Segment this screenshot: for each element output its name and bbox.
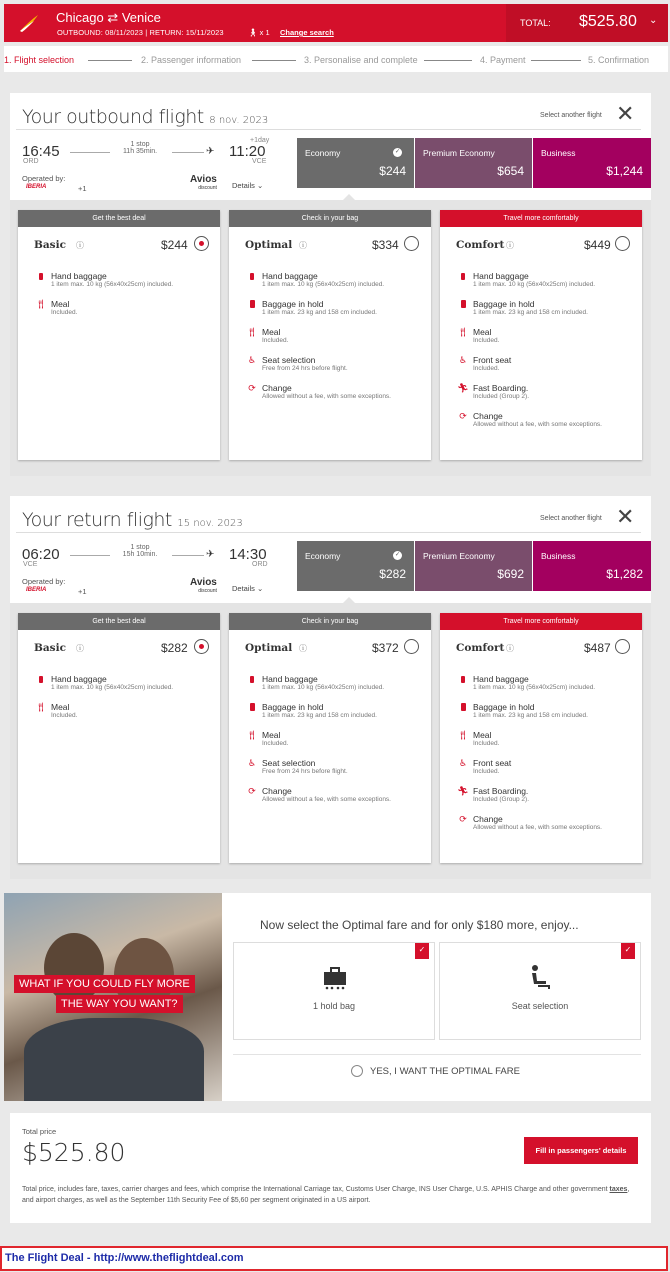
info-icon[interactable]: ⓘ: [76, 241, 84, 250]
fare-radio-selected[interactable]: [194, 639, 209, 654]
return-fare-options: [10, 603, 651, 879]
meal-icon: 🍴︎: [457, 730, 469, 740]
taxes-link[interactable]: taxes: [609, 1186, 628, 1193]
avios-discount-badge: Avios discount: [190, 577, 217, 594]
optimal-fare-label[interactable]: YES, I WANT THE OPTIMAL FARE: [370, 1066, 520, 1077]
fare-radio-selected[interactable]: [194, 236, 209, 251]
return-date: 15 nov. 2023: [177, 518, 243, 529]
arrival-code: ORD: [252, 561, 268, 568]
total-price-amount: $525.80: [22, 1138, 126, 1167]
meal-icon: 🍴︎: [246, 327, 258, 337]
select-another-flight-link[interactable]: Select another flight: [540, 515, 602, 522]
optimal-fare-radio[interactable]: [351, 1065, 363, 1077]
cabin-business[interactable]: Business $1,282: [533, 541, 651, 591]
iberia-logo-icon: [18, 13, 40, 33]
details-toggle[interactable]: Details ⌄: [232, 181, 264, 190]
plane-icon: ✈: [206, 146, 215, 157]
cabin-economy[interactable]: Economy ✓ $282: [297, 541, 414, 591]
select-another-flight-link[interactable]: Select another flight: [540, 112, 602, 119]
change-icon: ⟳: [459, 814, 467, 824]
suitcase-icon: [322, 967, 348, 991]
outbound-date: 8 nov. 2023: [209, 115, 269, 126]
stops-info: 1 stop 15h 10min.: [122, 544, 158, 558]
departure-code: ORD: [23, 158, 39, 165]
return-flight-card: [10, 496, 651, 603]
details-toggle[interactable]: Details ⌄: [232, 584, 264, 593]
hand-baggage-icon: [245, 674, 259, 684]
close-icon[interactable]: ✕: [616, 101, 635, 126]
promo-banner-line2: THE WAY YOU WANT?: [56, 995, 183, 1013]
departure-time: 16:45: [22, 143, 60, 160]
arrival-code: VCE: [252, 158, 267, 165]
footer-credit: The Flight Deal - http://www.theflightdeal.com: [0, 1246, 668, 1271]
outbound-fare-options: [10, 200, 651, 476]
upsell-banner: [4, 893, 651, 1101]
total-price-panel: [10, 1113, 651, 1223]
avios-discount-badge: Avios discount: [190, 174, 217, 191]
info-icon[interactable]: ⓘ: [76, 644, 84, 653]
hold-baggage-icon: [456, 299, 470, 309]
step-flight-selection: 1. Flight selection: [4, 55, 75, 65]
hold-baggage-icon: [456, 702, 470, 712]
arrival-time: 11:20: [229, 143, 266, 160]
benefit-seat-selection: ✓ Seat selection: [439, 942, 641, 1040]
info-icon[interactable]: ⓘ: [299, 644, 307, 653]
promo-headline: Now select the Optimal fare and for only $180 more, enjoy...: [260, 918, 579, 932]
cabin-business[interactable]: Business $1,244: [533, 138, 651, 188]
seat-icon: [530, 965, 552, 991]
meal-icon: 🍴︎: [246, 730, 258, 740]
operated-by-label: Operated by:: [22, 174, 66, 183]
step-passenger-information: 2. Passenger information: [141, 55, 242, 65]
change-icon: ⟳: [248, 786, 256, 796]
fare-radio[interactable]: [615, 236, 630, 251]
trip-dates: OUTBOUND: 08/11/2023 | RETURN: 15/11/2023: [57, 28, 224, 37]
chevron-down-icon[interactable]: ⌄: [649, 15, 658, 26]
outbound-title: Your outbound flight 8 nov. 2023: [22, 106, 269, 128]
info-icon[interactable]: ⓘ: [506, 241, 514, 250]
hand-baggage-icon: [456, 674, 470, 684]
close-icon[interactable]: ✕: [616, 504, 635, 529]
cabin-economy[interactable]: Economy ✓ $244: [297, 138, 414, 188]
iberia-logo: IBERIA: [26, 587, 47, 593]
iberia-logo: IBERIA: [26, 184, 47, 190]
plane-icon: ✈: [206, 549, 215, 560]
seat-icon: ♿︎: [247, 758, 257, 768]
fare-comfort[interactable]: Travel more comfortably Comfort ⓘ $487 Hand baggage 1 item max. 10 kg (56x40x25cm) included. Baggage in hold 1 item max. 23 kg and 158 cm included. 🍴︎ Meal Included. ♿︎ Front seat Included. 🏃︎ Fast Boarding. Included (Group 2). ⟳ Change Allowed without a fee, with some exceptions.: [440, 613, 642, 863]
benefit-hold-bag: ✓ 1 hold bag: [233, 942, 435, 1040]
codeshare-count: +1: [78, 184, 87, 193]
fast-boarding-icon: 🏃︎: [457, 786, 469, 796]
codeshare-count: +1: [78, 587, 87, 596]
hand-baggage-icon: [34, 271, 48, 281]
fare-radio[interactable]: [404, 236, 419, 251]
hold-baggage-icon: [245, 299, 259, 309]
route-title: Chicago ⇄ Venice: [56, 10, 161, 25]
hold-baggage-icon: [245, 702, 259, 712]
fare-basic[interactable]: Get the best deal Basic ⓘ $282 Hand baggage 1 item max. 10 kg (56x40x25cm) included. 🍴︎ Meal Included.: [18, 613, 220, 863]
fare-radio[interactable]: [615, 639, 630, 654]
hand-baggage-icon: [34, 674, 48, 684]
departure-time: 06:20: [22, 546, 60, 563]
cabin-premium-economy[interactable]: Premium Economy $692: [415, 541, 532, 591]
passenger-count: 🚶︎ x 1: [248, 28, 270, 37]
front-seat-icon: ♿︎: [458, 355, 468, 365]
departure-code: VCE: [23, 561, 38, 568]
outbound-flight-card: [10, 93, 651, 200]
fast-boarding-icon: 🏃︎: [457, 383, 469, 393]
check-icon: ✓: [415, 943, 429, 959]
operated-by-label: Operated by:: [22, 577, 66, 586]
cabin-premium-economy[interactable]: Premium Economy $654: [415, 138, 532, 188]
check-icon: ✓: [394, 552, 401, 558]
step-confirmation: 5. Confirmation: [588, 55, 650, 65]
top-bar: [4, 4, 668, 42]
total-amount: $525.80: [579, 13, 637, 30]
check-icon: ✓: [394, 149, 401, 155]
fare-optimal[interactable]: Check in your bag Optimal ⓘ $334 Hand baggage 1 item max. 10 kg (56x40x25cm) included. Baggage in hold 1 item max. 23 kg and 158 cm included. 🍴︎ Meal Included. ♿︎ Seat selection Free from 24 hrs before flight. ⟳ Change Allowed without a fee, with some exceptions.: [229, 210, 431, 460]
return-title: Your return flight 15 nov. 2023: [22, 509, 243, 531]
price-disclaimer: Total price, includes fare, taxes, carrier charges and fees, which comprise the International Carriage tax, Customs User Charge, INS User Charge, U.S. APHIS Charge and other government taxes, and airport charges, as well as the September 11th Security Fee of $5,60 per segment originated in a US airport.: [22, 1186, 630, 1204]
seat-icon: ♿︎: [247, 355, 257, 365]
person-icon: 🚶︎: [248, 28, 258, 37]
fare-optimal[interactable]: Check in your bag Optimal ⓘ $372 Hand baggage 1 item max. 10 kg (56x40x25cm) included. Baggage in hold 1 item max. 23 kg and 158 cm included. 🍴︎ Meal Included. ♿︎ Seat selection Free from 24 hrs before flight. ⟳ Change Allowed without a fee, with some exceptions.: [229, 613, 431, 863]
fill-passengers-button[interactable]: Fill in passengers' details: [524, 1137, 638, 1164]
change-search-link[interactable]: Change search: [280, 28, 334, 37]
progress-steps: [4, 46, 668, 72]
hand-baggage-icon: [456, 271, 470, 281]
arrival-time: 14:30: [229, 546, 267, 563]
info-icon[interactable]: ⓘ: [506, 644, 514, 653]
fare-basic[interactable]: Get the best deal Basic ⓘ $244 Hand baggage 1 item max. 10 kg (56x40x25cm) included. 🍴︎ Meal Included.: [18, 210, 220, 460]
change-icon: ⟳: [459, 411, 467, 421]
front-seat-icon: ♿︎: [458, 758, 468, 768]
fare-comfort[interactable]: Travel more comfortably Comfort ⓘ $449 Hand baggage 1 item max. 10 kg (56x40x25cm) included. Baggage in hold 1 item max. 23 kg and 158 cm included. 🍴︎ Meal Included. ♿︎ Front seat Included. 🏃︎ Fast Boarding. Included (Group 2). ⟳ Change Allowed without a fee, with some exceptions.: [440, 210, 642, 460]
total-dropdown[interactable]: [506, 4, 668, 42]
step-personalise: 3. Personalise and complete: [304, 55, 418, 65]
meal-icon: 🍴︎: [35, 702, 47, 712]
total-price-label: Total price: [22, 1127, 57, 1136]
hand-baggage-icon: [245, 271, 259, 281]
stops-info: 1 stop 11h 35min.: [122, 141, 158, 155]
fare-radio[interactable]: [404, 639, 419, 654]
step-payment: 4. Payment: [480, 55, 526, 65]
meal-icon: 🍴︎: [457, 327, 469, 337]
change-icon: ⟳: [248, 383, 256, 393]
promo-banner-line1: WHAT IF YOU COULD FLY MORE: [14, 975, 195, 993]
info-icon[interactable]: ⓘ: [299, 241, 307, 250]
check-icon: ✓: [621, 943, 635, 959]
next-day-indicator: +1day: [250, 137, 270, 144]
total-label: TOTAL:: [520, 18, 551, 28]
meal-icon: 🍴︎: [35, 299, 47, 309]
